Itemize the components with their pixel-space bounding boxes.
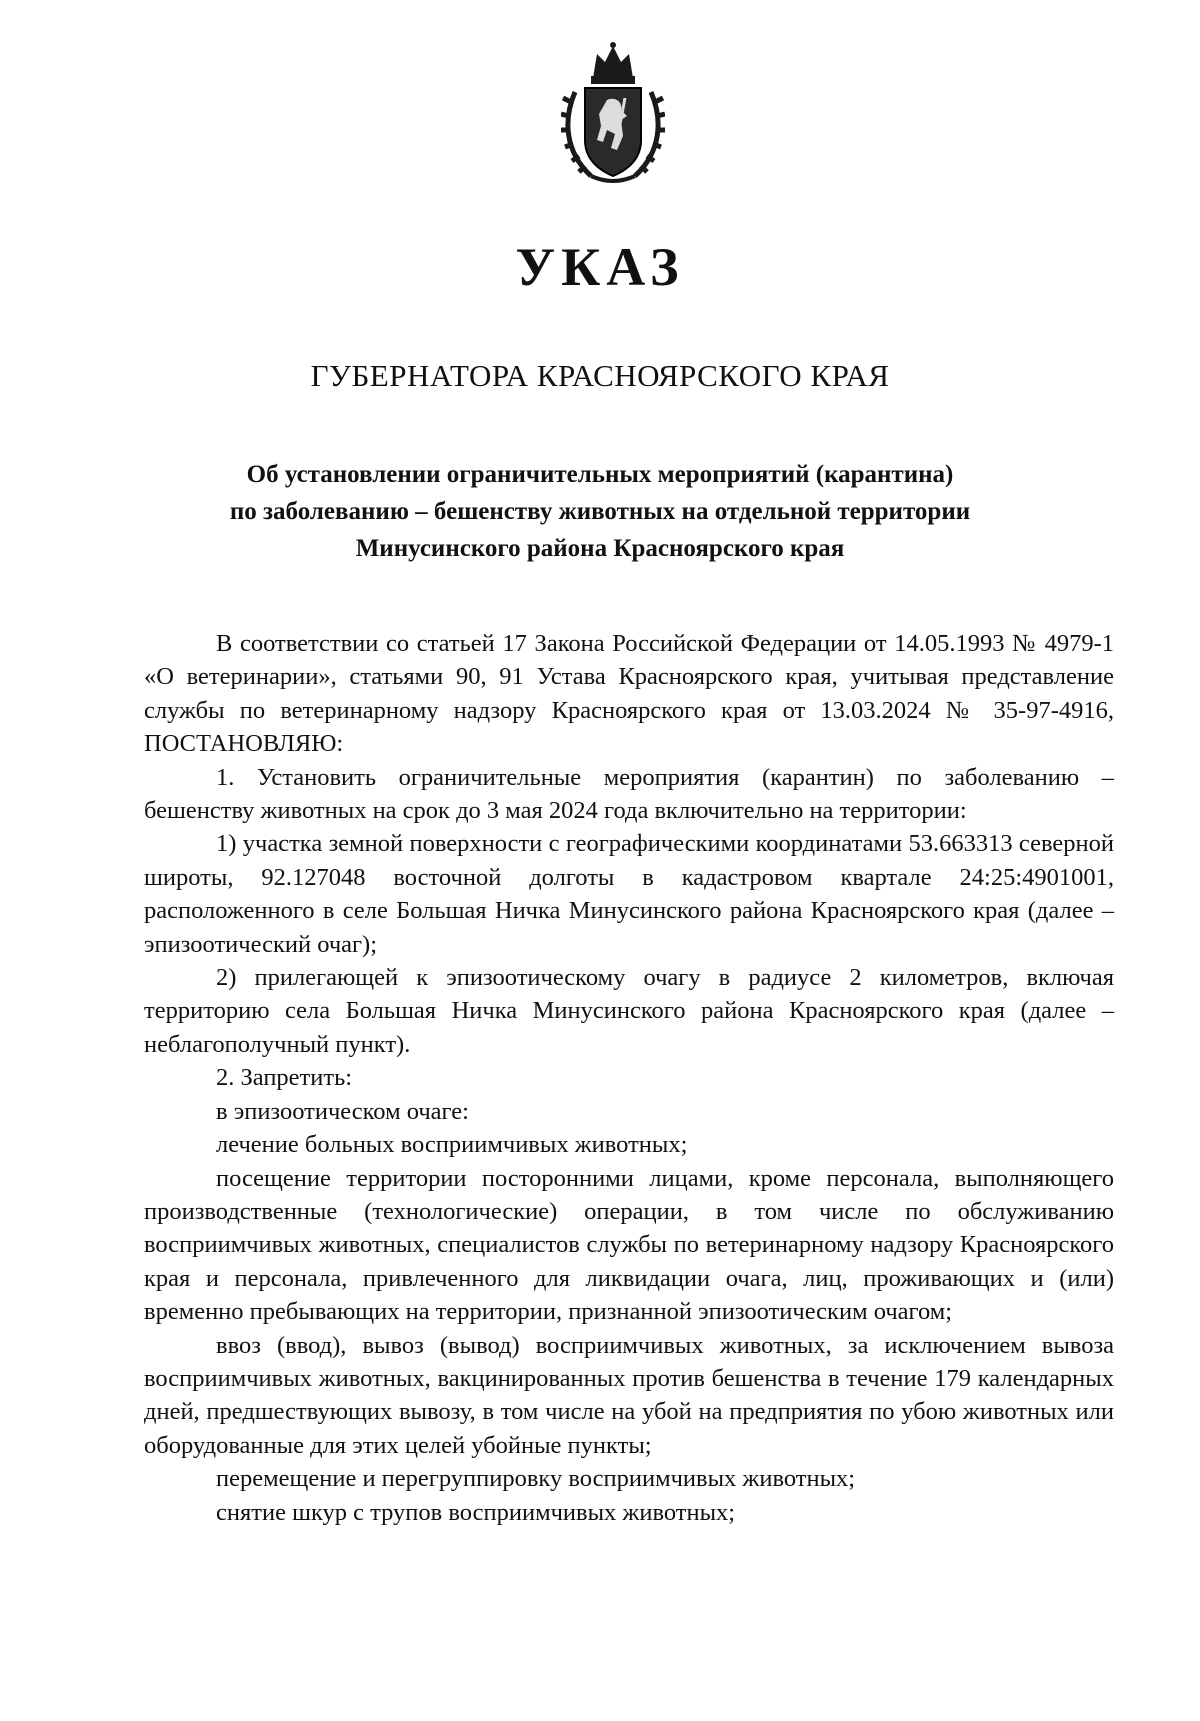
paragraph-list-item: лечение больных восприимчивых животных; xyxy=(216,1131,688,1159)
paragraph-item-1: 1. Установить ограничительные мероприятия (карантин) по заболеванию – бешенству животных на срок до 3 мая 2024 года включительно на территории: xyxy=(144,763,1114,825)
paragraph-list-item: перемещение и перегруппировку восприимчивых животных; xyxy=(216,1465,856,1493)
paragraph-item-1-1: 1) участка земной поверхности с географическими координатами 53.663313 северной широты, 92.127048 восточной долготы в кадастровом квартале 24:25:4901001, расположенного в селе Большая Ничка Минусинского района Красноярского края (далее – эпизоотический очаг); xyxy=(144,830,1114,958)
paragraph-preamble: В соответствии со статьей 17 Закона Российской Федерации от 14.05.1993 № 4979-1 «О ветеринарии», статьями 90, 91 Устава Красноярского края, учитывая представление службы по ветеринарному надзору Красноярского края от 13.03.2024 № 35-97-4916, ПОСТАНОВЛЯЮ: xyxy=(144,630,1114,758)
document-title xyxy=(120,456,1080,567)
title-line: Минусинского района Красноярского края xyxy=(355,535,845,562)
paragraph-list-item: ввоз (ввод), вывоз (вывод) восприимчивых животных, за исключением вывоза восприимчивых животных, вакцинированных против бешенства в течение 179 календарных дней, предшествующих вывозу, в том числе на убой на предприятия по убою животных или оборудованные для этих целей убойные пункты; xyxy=(144,1331,1114,1459)
issuing-authority: ГУБЕРНАТОРА КРАСНОЯРСКОГО КРАЯ xyxy=(310,358,890,393)
document-type-heading: УКАЗ xyxy=(515,237,685,297)
title-line: Об установлении ограничительных мероприятий (карантина) xyxy=(246,461,954,488)
paragraph-list-intro: в эпизоотическом очаге: xyxy=(216,1097,469,1125)
paragraph-item-1-2: 2) прилегающей к эпизоотическому очагу в радиусе 2 километров, включая территорию села Большая Ничка Минусинского района Красноярского края (далее – неблагополучный пункт). xyxy=(144,964,1114,1058)
document-body xyxy=(144,627,1114,1529)
title-line: по заболеванию – бешенству животных на отдельной территории xyxy=(229,498,971,525)
paragraph-list-item: снятие шкур с трупов восприимчивых животных; xyxy=(216,1498,736,1526)
coat-of-arms-emblem xyxy=(561,40,665,188)
paragraph-list-item: посещение территории посторонними лицами, кроме персонала, выполняющего производственные (технологические) операции, в том числе по обслуживанию восприимчивых животных, специалистов службы по ветеринарному надзору Красноярского края и персонала, привлеченного для ликвидации очага, лиц, проживающих и (или) временно пребывающих на территории, признанной эпизоотическим очагом; xyxy=(144,1164,1114,1326)
paragraph-item-2: 2. Запретить: xyxy=(216,1064,353,1092)
krasnoyarsk-coat-of-arms-icon xyxy=(561,40,665,188)
